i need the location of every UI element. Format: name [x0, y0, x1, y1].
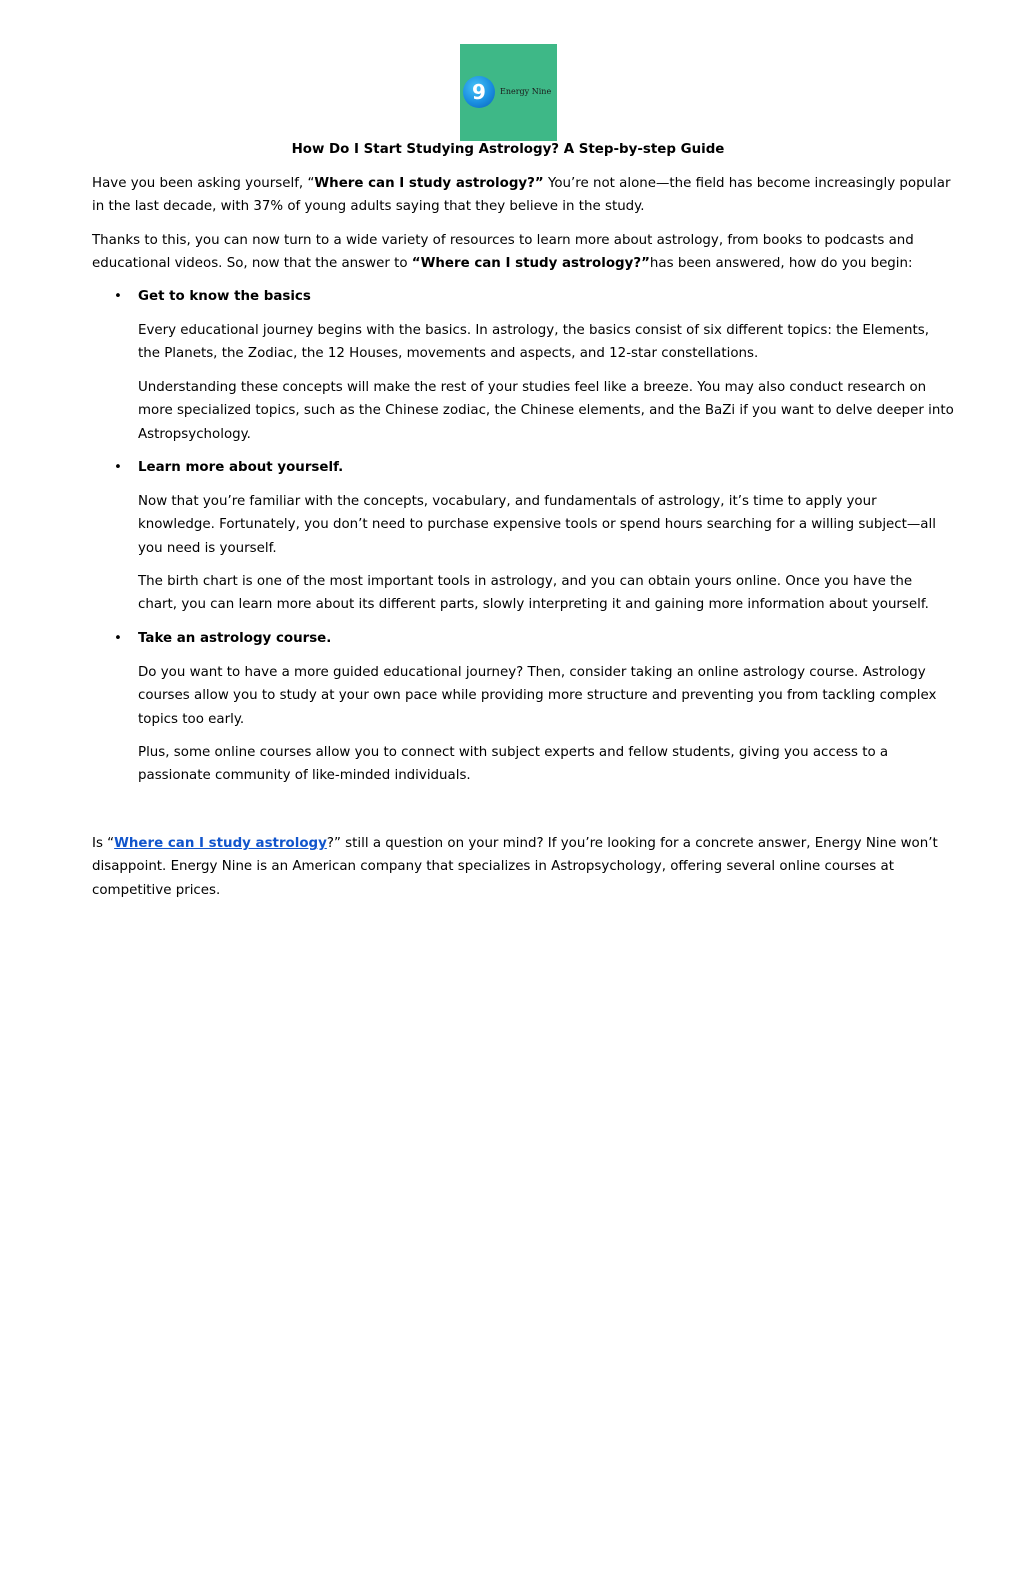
closing-line-1: [92, 832, 938, 855]
intro-p2-text-b: has been answered, how do you begin:: [649, 256, 913, 272]
s2-p2-line-1: The birth chart is one of the most important tools in astrology, and you can obtain yours online. Once you have the: [138, 574, 913, 589]
closing-line-3: competitive prices.: [92, 882, 221, 898]
s3-p1-line-3: topics too early.: [138, 711, 245, 727]
logo-digit: 9: [472, 80, 486, 104]
s1-p1-line-1: Every educational journey begins with the basics. In astrology, the basics consist of six different topics: the Elements,: [138, 323, 930, 338]
s3-p2-line-1: Plus, some online courses allow you to connect with subject experts and fellow students, giving you access to a: [138, 745, 889, 760]
s3-p1-line-2: courses allow you to study at your own pace while providing more structure and preventing you from tackling complex: [138, 688, 937, 704]
intro-paragraph-1: [92, 172, 950, 219]
section-1-paragraph-1: [138, 319, 929, 366]
nine-badge-icon: [463, 76, 495, 108]
section-1-paragraph-2: [138, 376, 954, 446]
logo-brand-text: Energy Nine: [500, 87, 552, 96]
section-heading-yourself: Learn more about yourself.: [138, 460, 344, 475]
intro-p2-line-2: [92, 252, 914, 275]
intro-p1-line-2: in the last decade, with 37% of young adults saying that they believe in the study.: [92, 199, 645, 215]
bullet-marker-2: •: [114, 460, 122, 475]
study-astrology-link[interactable]: Where can I study astrology: [114, 836, 327, 851]
page-title: How Do I Start Studying Astrology? A Step-by-step Guide: [291, 142, 725, 157]
section-heading-basics: Get to know the basics: [138, 289, 311, 304]
s1-p2-line-2: more specialized topics, such as the Chinese zodiac, the Chinese elements, and the BaZi if you want to delve deeper into: [138, 403, 954, 419]
s1-p2-line-3: Astropsychology.: [138, 426, 251, 442]
energy-nine-logo: [460, 44, 557, 141]
s2-p1-line-2: knowledge. Fortunately, you don’t need to purchase expensive tools or spend hours searching for a willing subject—all: [138, 517, 936, 533]
closing-line-2: disappoint. Energy Nine is an American company that specializes in Astropsychology, offering several online courses at: [92, 859, 894, 875]
s3-p2-line-2: passionate community of like-minded individuals.: [138, 768, 471, 784]
closing-paragraph: [92, 832, 938, 902]
intro-p2-line-1: Thanks to this, you can now turn to a wide variety of resources to learn more about astrology, from books to podcasts and: [92, 233, 914, 248]
s2-p2-line-2: chart, you can learn more about its different parts, slowly interpreting it and gaining more information about yourself.: [138, 597, 929, 613]
section-heading-course: Take an astrology course.: [138, 631, 332, 646]
s3-p1-line-1: Do you want to have a more guided educational journey? Then, consider taking an online astrology course. Astrology: [138, 665, 926, 680]
intro-p1-text-a: Have you been asking yourself, “: [92, 176, 315, 191]
s1-p1-line-2: the Planets, the Zodiac, the 12 Houses, movements and aspects, and 12-star constellations.: [138, 346, 759, 362]
section-3-paragraph-1: [138, 661, 936, 731]
intro-p1-line-1: [92, 172, 950, 195]
section-3-paragraph-2: [138, 741, 888, 788]
bullet-marker-3: •: [114, 631, 122, 646]
intro-paragraph-2: [92, 229, 914, 276]
intro-p2-text-a: educational videos. So, now that the answer to: [92, 256, 412, 272]
s1-p2-line-1: Understanding these concepts will make the rest of your studies feel like a breeze. You may also conduct research on: [138, 380, 927, 395]
closing-text-a: Is “: [92, 836, 115, 851]
intro-p1-bold: Where can I study astrology?”: [314, 176, 544, 191]
closing-text-b: ?” still a question on your mind? If you’re looking for a concrete answer, Energy Nine won’t: [326, 836, 938, 851]
bullet-marker-1: •: [114, 289, 122, 304]
intro-p2-bold: “Where can I study astrology?”: [411, 256, 650, 272]
intro-p1-text-b: You’re not alone—the field has become increasingly popular: [543, 176, 951, 191]
section-2-paragraph-1: [138, 490, 936, 560]
section-2-paragraph-2: [138, 570, 929, 617]
s2-p1-line-3: you need is yourself.: [138, 540, 277, 556]
s2-p1-line-1: Now that you’re familiar with the concepts, vocabulary, and fundamentals of astrology, it’s time to apply your: [138, 494, 877, 509]
